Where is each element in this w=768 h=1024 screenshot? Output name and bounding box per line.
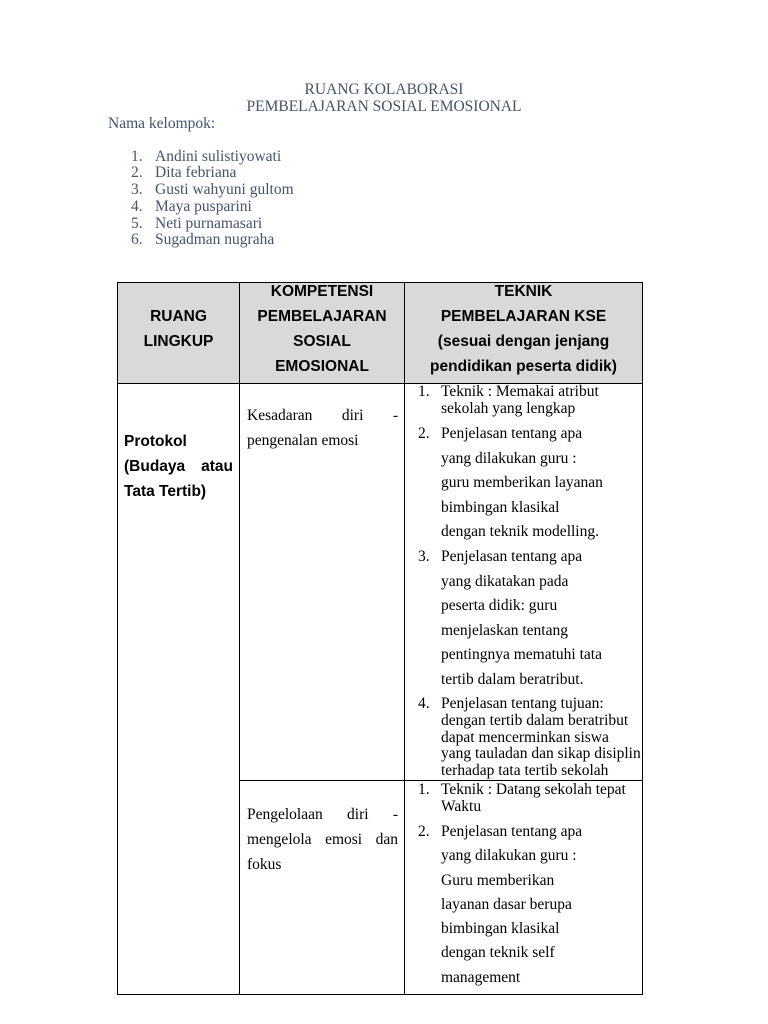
member-number: 6. bbox=[131, 231, 143, 249]
header-line: pendidikan peserta didik) bbox=[430, 358, 617, 375]
scope-line: Protokol bbox=[124, 433, 187, 450]
competency-line: mengelola emosi dan bbox=[247, 831, 398, 848]
technique-line: sekolah yang lengkap bbox=[441, 399, 576, 417]
technique-number: 4. bbox=[418, 695, 430, 712]
technique-line: pentingnya mematuhi tata bbox=[441, 646, 602, 663]
technique-line: layanan dasar berupa bbox=[441, 895, 572, 913]
technique-number: 3. bbox=[418, 548, 430, 565]
technique-number: 2. bbox=[418, 823, 430, 840]
competency-cell bbox=[239, 383, 405, 781]
technique-number: 1. bbox=[418, 383, 430, 400]
header-line: PEMBELAJARAN bbox=[257, 308, 387, 325]
technique-text bbox=[441, 384, 642, 418]
scope-cell bbox=[117, 383, 240, 995]
member-number: 4. bbox=[131, 197, 143, 215]
header-line: RUANG bbox=[150, 308, 207, 325]
member-item bbox=[131, 149, 531, 166]
header-line: KOMPETENSI bbox=[270, 283, 374, 300]
technique-cell bbox=[404, 383, 643, 781]
member-item bbox=[131, 199, 531, 216]
technique-line: terhadap tata tertib sekolah bbox=[441, 762, 609, 779]
technique-item bbox=[418, 820, 642, 990]
document-title bbox=[0, 81, 768, 115]
member-number: 1. bbox=[131, 147, 143, 165]
member-item bbox=[131, 216, 531, 233]
competency-table bbox=[117, 282, 643, 995]
technique-line: yang dilakukan guru : bbox=[441, 449, 577, 467]
technique-text bbox=[441, 782, 642, 816]
header-line: TEKNIK bbox=[494, 283, 553, 300]
technique-text bbox=[441, 696, 642, 780]
technique-line: peserta didik: guru bbox=[441, 597, 558, 614]
header-text bbox=[240, 279, 404, 379]
technique-line: Penjelasan tentang tujuan: bbox=[441, 695, 604, 712]
header-cell-competency bbox=[239, 282, 405, 384]
scope-line: (Budaya atau bbox=[124, 458, 233, 475]
technique-line: tertib dalam beratribut. bbox=[441, 670, 584, 688]
technique-line: Teknik : Datang sekolah tepat bbox=[441, 781, 626, 798]
header-line: (sesuai dengan jenjang bbox=[437, 333, 610, 350]
technique-item bbox=[418, 782, 642, 816]
technique-line: menjelaskan tentang bbox=[441, 621, 568, 639]
group-label: Nama kelompok: bbox=[108, 115, 216, 132]
member-name: Gusti wahyuni gultom bbox=[155, 181, 294, 199]
member-number: 3. bbox=[131, 181, 143, 199]
scope-text bbox=[124, 429, 233, 504]
header-text bbox=[405, 279, 642, 379]
technique-line: Waktu bbox=[441, 797, 482, 815]
header-line: PEMBELAJARAN KSE bbox=[440, 308, 607, 325]
member-name: Sugadman nugraha bbox=[155, 231, 275, 249]
technique-cell bbox=[404, 780, 643, 995]
competency-line: fokus bbox=[247, 856, 282, 873]
header-line: EMOSIONAL bbox=[275, 358, 369, 375]
technique-item bbox=[418, 545, 642, 692]
member-name: Neti purnamasari bbox=[155, 214, 263, 232]
technique-line: yang dilakukan guru : bbox=[441, 847, 577, 865]
member-name: Dita febriana bbox=[155, 164, 237, 182]
technique-line: Penjelasan tentang apa bbox=[441, 425, 583, 442]
technique-text bbox=[441, 422, 642, 545]
title-line: PEMBELAJARAN SOSIAL EMOSIONAL bbox=[246, 97, 522, 115]
technique-line: management bbox=[441, 968, 521, 986]
competency-text bbox=[247, 802, 398, 877]
header-line: SOSIAL bbox=[293, 333, 351, 350]
title-line: RUANG KOLABORASI bbox=[304, 80, 464, 98]
technique-item bbox=[418, 422, 642, 545]
member-item bbox=[131, 182, 531, 199]
member-list bbox=[131, 149, 531, 250]
technique-line: dapat mencerminkan siswa bbox=[441, 728, 609, 746]
technique-line: Teknik : Memakai atribut bbox=[441, 383, 599, 400]
header-cell-scope bbox=[117, 282, 240, 384]
technique-line: Guru memberikan bbox=[441, 871, 555, 889]
member-number: 5. bbox=[131, 214, 143, 232]
technique-item bbox=[418, 384, 642, 418]
technique-line: dengan tertib dalam beratribut bbox=[441, 711, 629, 729]
competency-cell bbox=[239, 780, 405, 995]
member-number: 2. bbox=[131, 164, 143, 182]
member-name: Andini sulistiyowati bbox=[155, 147, 282, 165]
technique-line: yang tauladan dan sikap disiplin bbox=[441, 745, 641, 763]
technique-line: dengan teknik self bbox=[441, 944, 555, 962]
header-line: LINGKUP bbox=[143, 333, 214, 350]
competency-line: pengenalan emosi bbox=[247, 432, 359, 449]
technique-line: Penjelasan tentang apa bbox=[441, 548, 583, 565]
member-name: Maya pusparini bbox=[155, 197, 252, 215]
technique-line: yang dikatakan pada bbox=[441, 572, 569, 590]
technique-number: 2. bbox=[418, 425, 430, 442]
scope-line: Tata Tertib) bbox=[124, 483, 207, 500]
technique-line: bimbingan klasikal bbox=[441, 920, 560, 938]
technique-line: guru memberikan layanan bbox=[441, 474, 603, 491]
technique-line: dengan teknik modelling. bbox=[441, 523, 599, 540]
competency-line: Kesadaran diri - bbox=[247, 407, 398, 424]
technique-number: 1. bbox=[418, 781, 430, 798]
technique-text bbox=[441, 820, 642, 990]
member-item bbox=[131, 232, 531, 249]
technique-item bbox=[418, 696, 642, 780]
competency-line: Pengelolaan diri - bbox=[247, 806, 398, 823]
header-text bbox=[118, 304, 239, 354]
header-cell-technique bbox=[404, 282, 643, 384]
competency-text bbox=[247, 403, 398, 453]
technique-text bbox=[441, 545, 642, 692]
technique-line: Penjelasan tentang apa bbox=[441, 823, 583, 840]
member-item bbox=[131, 165, 531, 182]
technique-line: bimbingan klasikal bbox=[441, 498, 560, 516]
